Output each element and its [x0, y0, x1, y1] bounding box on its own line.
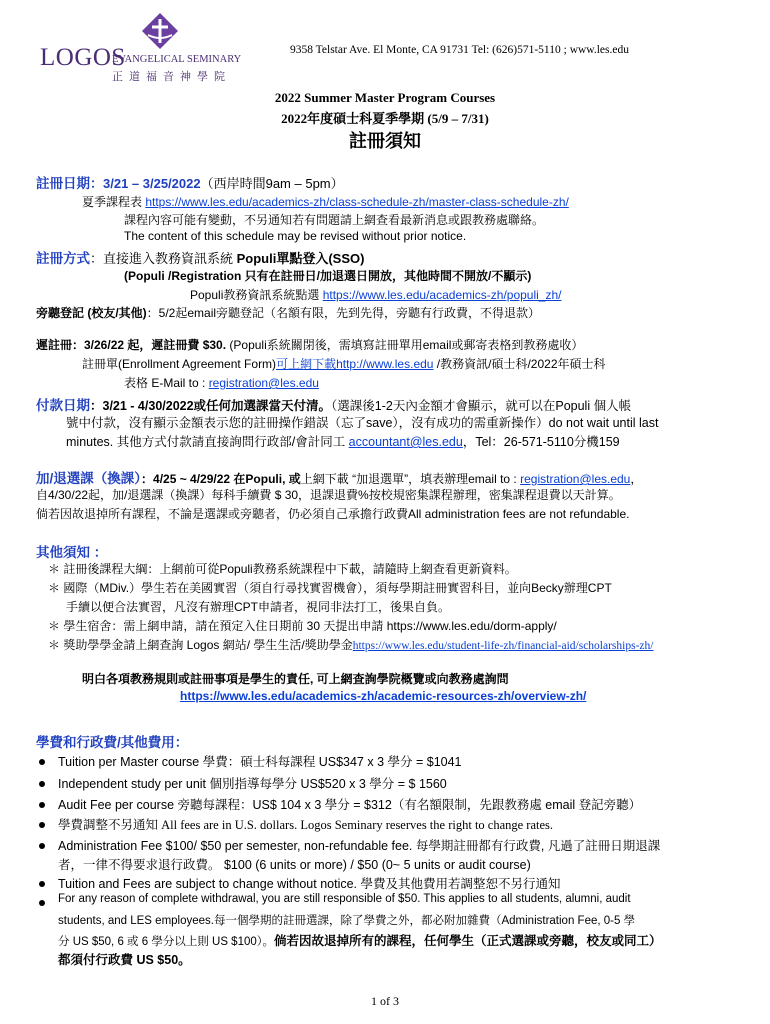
enrollment-form-prefix: 註冊單(Enrollment Agreement Form): [82, 357, 277, 371]
bullet-icon: [39, 843, 45, 849]
fee-item: Tuition and Fees are subject to change without notice. 學費及其他費用若調整恕不另行通知: [58, 877, 561, 891]
registration-email-row: [124, 374, 319, 391]
note-item-text: 註冊後課程大綱：上網前可從Populi教務系統課程中下載，請隨時上網查看更新資料。: [63, 562, 517, 576]
payment-text-2: 號中付款，沒有顯示金額表示您的註冊操作錯誤（忘了save），沒有成功的需重新操作）do not wait until last: [66, 416, 659, 430]
add-drop-text-2: 自4/30/22起，加/退選課（換課）每科手續費 $ 30，退課退費%按校規密集課程辦理，密集課程退費以天計算。: [36, 488, 621, 502]
payment-text-1: （選課後1-2天內金額才會顯示，就可以在Populi 個人帳: [331, 399, 632, 413]
page-title: 註冊須知: [349, 131, 421, 151]
registration-period-label: 註冊日期: [36, 176, 90, 191]
add-drop-row-1: [36, 467, 642, 487]
seminary-logo-icon: [140, 11, 180, 51]
note-item-text: 獎助學學金請上網查詢 Logos 網站/ 學生生活/獎助學金: [63, 638, 353, 652]
add-drop-label: 加/退選課（換課）: [36, 471, 142, 486]
fee-item: Audit Fee per course 旁聽每課程：US$ 104 x 3 學分 = $312（有名額限制，先跟教務處 email 登記旁聽）: [58, 798, 642, 812]
payment-dates: ：3/21 - 4/30/2022或任何加選課當天付清。: [90, 399, 332, 413]
payment-text-3: minutes. 其他方式付款請直接詢問行政部/會計同工: [66, 435, 349, 449]
late-registration-text: (Populi系統關閉後，需填寫註冊單用email或郵寄表格到教務處收）: [226, 338, 584, 352]
title-english: 2022 Summer Master Program Courses: [274, 90, 496, 105]
schedule-row: [82, 193, 569, 210]
fee-item-continued: 者，一律不得要求退行政費。 $100 (6 units or more) / $50 (0~ 5 units or audit course): [58, 858, 531, 872]
fee-item-continued: 都須付行政費 US $50。: [58, 953, 191, 967]
fee-item: For any reason of complete withdrawal, you are still responsible of $50. This applies to all students, alumni, audit: [58, 893, 631, 905]
fee-item-continued: students, and LES employees.每一個學期的註冊選課，除了學費之外，都必附加雜費（Administration Fee, 0-5 學: [58, 915, 636, 927]
fee-item: Administration Fee $100/ $50 per semester, non-refundable fee. 每學期註冊都有行政費, 凡過了註冊日期退課: [58, 839, 661, 853]
les-website-link[interactable]: http://www.les.edu: [336, 357, 434, 371]
note-item: ＊ 獎助學學金請上網查詢 Logos 網站/ 學生生活/獎助學金https://www.les.edu/student-life-zh/financial-aid/scholarships-zh/: [48, 638, 654, 652]
audit-registration-text: ：5/2起email旁聽登記（名額有限，先到先得，旁聽有行政費，不得退款）: [146, 306, 541, 320]
payment-row-1: [36, 394, 631, 414]
logo-subtitle: EVANGELICAL SEMINARY: [112, 54, 242, 65]
logo-chinese-name: 正道福音神學院: [112, 71, 231, 83]
add-drop-text-3: 倘若因故退掉所有課程，不論是選課或旁聽者，仍必須自己承擔行政費All administration fees are not refundable.: [36, 507, 630, 521]
note-item-continued: 手續以便合法實習，凡沒有辦理CPT申請者，視同非法打工，後果自負。: [66, 600, 451, 614]
fee-item-text: 分 US $50, 6 或 6 學分以上則 US $100）。: [58, 936, 275, 948]
schedule-note-cn: 課程內容可能有變動，不另通知若有問題請上網查看最新消息或跟教務處聯絡。: [124, 213, 545, 227]
add-drop-dates: ：4/25 ~ 4/29/22 在Populi, 或: [141, 472, 301, 486]
note-item-text: 學生宿舍：需上網申請，請在預定入住日期前 30 天提出申請 https://www.les.edu/dorm-apply/: [63, 619, 557, 633]
populi-link-prefix: Populi教務資訊系統點選: [190, 288, 323, 302]
audit-registration-row: [36, 304, 540, 321]
note-item: ＊ 國際（MDiv.）學生若在美國實習（須自行尋找實習機會），須每學期註冊實習科目，並向Becky辦理CPT: [48, 581, 612, 595]
note-item: ＊ 註冊後課程大綱：上網前可從Populi教務系統課程中下載，請隨時上網查看更新資料。: [48, 562, 517, 576]
populi-open-note: (Populi /Registration 只有在註冊日/加退選日開放，其他時間不開放/不顯示): [124, 269, 532, 283]
fee-item-bold: 倘若因故退掉所有的課程，任何學生（正式選課或旁聽，校友或同工）: [274, 934, 662, 948]
page-number: 1 of 3: [371, 994, 399, 1008]
fee-item: 學費調整不另通知 All fees are in U.S. dollars. Logos Seminary reserves the right to change rates.: [58, 818, 554, 832]
address-line: 9358 Telstar Ave. El Monte, CA 91731 Tel: (626)571-5110 ; www.les.edu: [290, 44, 629, 56]
bullet-icon: [39, 881, 45, 887]
schedule-note-en: The content of this schedule may be revised without prior notice.: [124, 229, 467, 243]
accountant-email-link[interactable]: accountant@les.edu: [348, 435, 463, 449]
other-notes-label: 其他須知 ：: [36, 545, 108, 560]
overview-link[interactable]: https://www.les.edu/academics-zh/academic-resources-zh/overview-zh/: [180, 689, 587, 703]
registration-period-row: [36, 172, 344, 192]
responsibility-text: 明白各項教務規則或註冊事項是學生的責任, 可上網查詢學院概覽或向教務處詢問: [82, 672, 509, 686]
add-drop-email-link[interactable]: registration@les.edu: [520, 472, 631, 486]
late-registration-label: 遲註冊：3/26/22 起，遲註冊費 $30.: [36, 338, 227, 352]
note-item-text: 國際（MDiv.）學生若在美國實習（須自行尋找實習機會），須每學期註冊實習科目，並向Becky辦理CPT: [63, 581, 612, 595]
registration-time: （西岸時間9am – 5pm）: [200, 176, 344, 191]
schedule-prefix: 夏季課程表: [82, 195, 146, 209]
bullet-icon: [39, 900, 45, 906]
registration-email-prefix: 表格 E-Mail to :: [124, 376, 209, 390]
registration-dates: ：3/21 – 3/25/2022: [90, 176, 201, 191]
schedule-link[interactable]: https://www.les.edu/academics-zh/class-schedule-zh/master-class-schedule-zh/: [145, 195, 569, 209]
registration-email-link[interactable]: registration@les.edu: [208, 376, 319, 390]
add-drop-text-1: 上網下載 “加退選單”，填表辦理email to :: [300, 472, 521, 486]
bullet-icon: [39, 822, 45, 828]
payment-row-3: [66, 432, 620, 450]
audit-registration-label: 旁聽登記 (校友/其他): [36, 306, 147, 320]
payment-label: 付款日期: [36, 398, 90, 413]
bullet-icon: [39, 759, 45, 765]
bullet-icon: [39, 781, 45, 787]
title-chinese: 2022年度碩士科夏季學期 (5/9 – 7/31): [281, 111, 489, 126]
enrollment-form-row: [82, 355, 606, 372]
scholarship-link[interactable]: https://www.les.edu/student-life-zh/financial-aid/scholarships-zh/: [352, 640, 654, 652]
populi-link[interactable]: https://www.les.edu/academics-zh/populi_zh/: [322, 288, 562, 302]
registration-method-row: [36, 247, 364, 267]
add-drop-comma: ，: [630, 472, 643, 486]
enrollment-form-download-link[interactable]: 可上網下載: [276, 357, 337, 371]
populi-sso: Populi單點登入(SSO): [236, 251, 365, 266]
logo-wordmark: LOGOS: [40, 44, 126, 71]
populi-link-row: [190, 286, 562, 303]
registration-method-label: 註冊方式: [36, 251, 90, 266]
note-item: ＊ 學生宿舍：需上網申請，請在預定入住日期前 30 天提出申請 https://www.les.edu/dorm-apply/: [48, 619, 557, 633]
bullet-icon: [39, 802, 45, 808]
fee-item: Independent study per unit 個別指導每學分 US$520 x 3 學分 = $ 1560: [58, 777, 447, 791]
registration-method-text: ：直接進入教務資訊系統: [90, 251, 237, 266]
fees-label: 學費和行政費/其他費用：: [36, 735, 189, 750]
fee-item: Tuition per Master course 學費：碩士科每課程 US$347 x 3 學分 = $1041: [58, 755, 462, 769]
fee-item-continued: [58, 931, 662, 949]
enrollment-form-suffix: /教務資訊/碩士科/2022年碩士科: [433, 357, 606, 371]
late-registration-row: [36, 336, 583, 353]
payment-tel: ，Tel：26-571-5110分機159: [462, 435, 620, 449]
